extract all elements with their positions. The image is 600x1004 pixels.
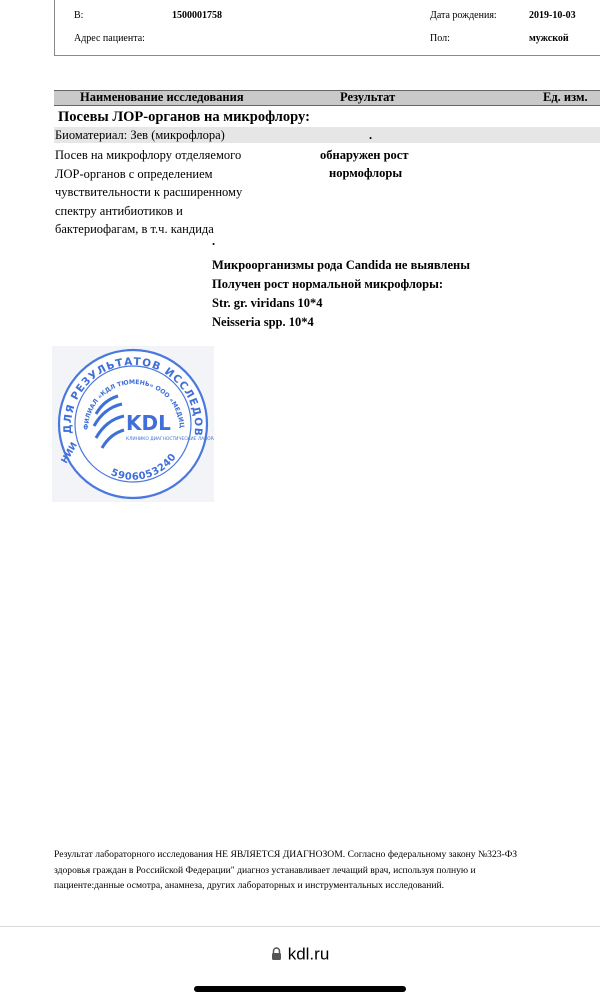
header-test-name: Наименование исследования [80,90,244,104]
organism-line: Neisseria spp. 10*4 [212,315,314,329]
biomaterial-dot: . [369,128,373,142]
lock-icon [271,945,282,965]
section-title: Посевы ЛОР-органов на микрофлору: [58,109,310,125]
test-name [55,146,285,239]
results-table-header [54,90,600,106]
address-bar[interactable] [0,944,600,965]
organism-line: Получен рост нормальной микрофлоры: [212,277,444,291]
url-text: kdl.ru [287,944,330,964]
stamp-prefix: НИИ [59,440,80,466]
birth-date-value: 2019-10-03 [529,10,576,21]
stamp-number: 5906053240 [109,451,179,483]
disclaimer [54,847,600,894]
biomaterial-label: Биоматериал: Зев (микрофлора) [55,128,225,142]
stamp-seal [52,346,214,502]
test-name-line: бактериофагам, в т.ч. кандида [55,222,214,236]
disclaimer-line: здоровья граждан в Российской Федерации" диагноз устанавливает лечащий врач, используя полную и [54,864,476,876]
test-name-line: Посев на микрофлору отделяемого [55,148,242,162]
stamp-outer-text: ДЛЯ РЕЗУЛЬТАТОВ ИССЛЕДОВ [61,355,205,438]
header-result: Результат [340,90,396,104]
test-name-line: ЛОР-органов с определением [55,166,213,181]
test-name-line: чувствительности к расширенному [55,185,243,199]
stamp-inner-text: ФИЛИАЛ «КДЛ ТЮМЕНЬ» ООО «МЕДИЦ [82,378,186,431]
patient-id-value: 1500001758 [172,10,222,21]
lab-stamp [52,346,214,502]
birth-date-label: Дата рождения: [430,10,497,21]
stamp-logo: KDL [126,411,171,435]
header-units: Ед. изм. [543,90,588,104]
home-indicator[interactable] [194,986,406,992]
stamp-logo-sub: КЛИНИКО ДИАГНОСТИЧЕСКИЕ ЛАБОР [126,437,214,442]
patient-info-box [54,0,600,56]
organisms-dot: . [212,234,216,248]
organisms-block [212,256,470,332]
organism-line: Микроорганизмы рода Candida не выявлены [212,258,470,272]
patient-id-label: В: [74,10,84,21]
sex-label: Пол: [430,33,450,44]
disclaimer-line: пациенте:данные осмотра, анамнеза, других лабораторных и инструментальных исследований. [54,880,445,891]
organism-line: Str. gr. viridans 10*4 [212,296,323,310]
test-result-line: нормофлоры [329,166,403,180]
test-result-line: обнаружен рост [320,148,409,162]
test-name-line: спектру антибиотиков и [55,203,183,218]
sex-value: мужской [529,33,569,44]
address-label: Адрес пациента: [74,33,145,44]
disclaimer-line: Результат лабораторного исследования НЕ ЯВЛЯЕТСЯ ДИАГНОЗОМ. Согласно федеральному закону №323-ФЗ [54,849,518,860]
browser-divider [0,926,600,927]
